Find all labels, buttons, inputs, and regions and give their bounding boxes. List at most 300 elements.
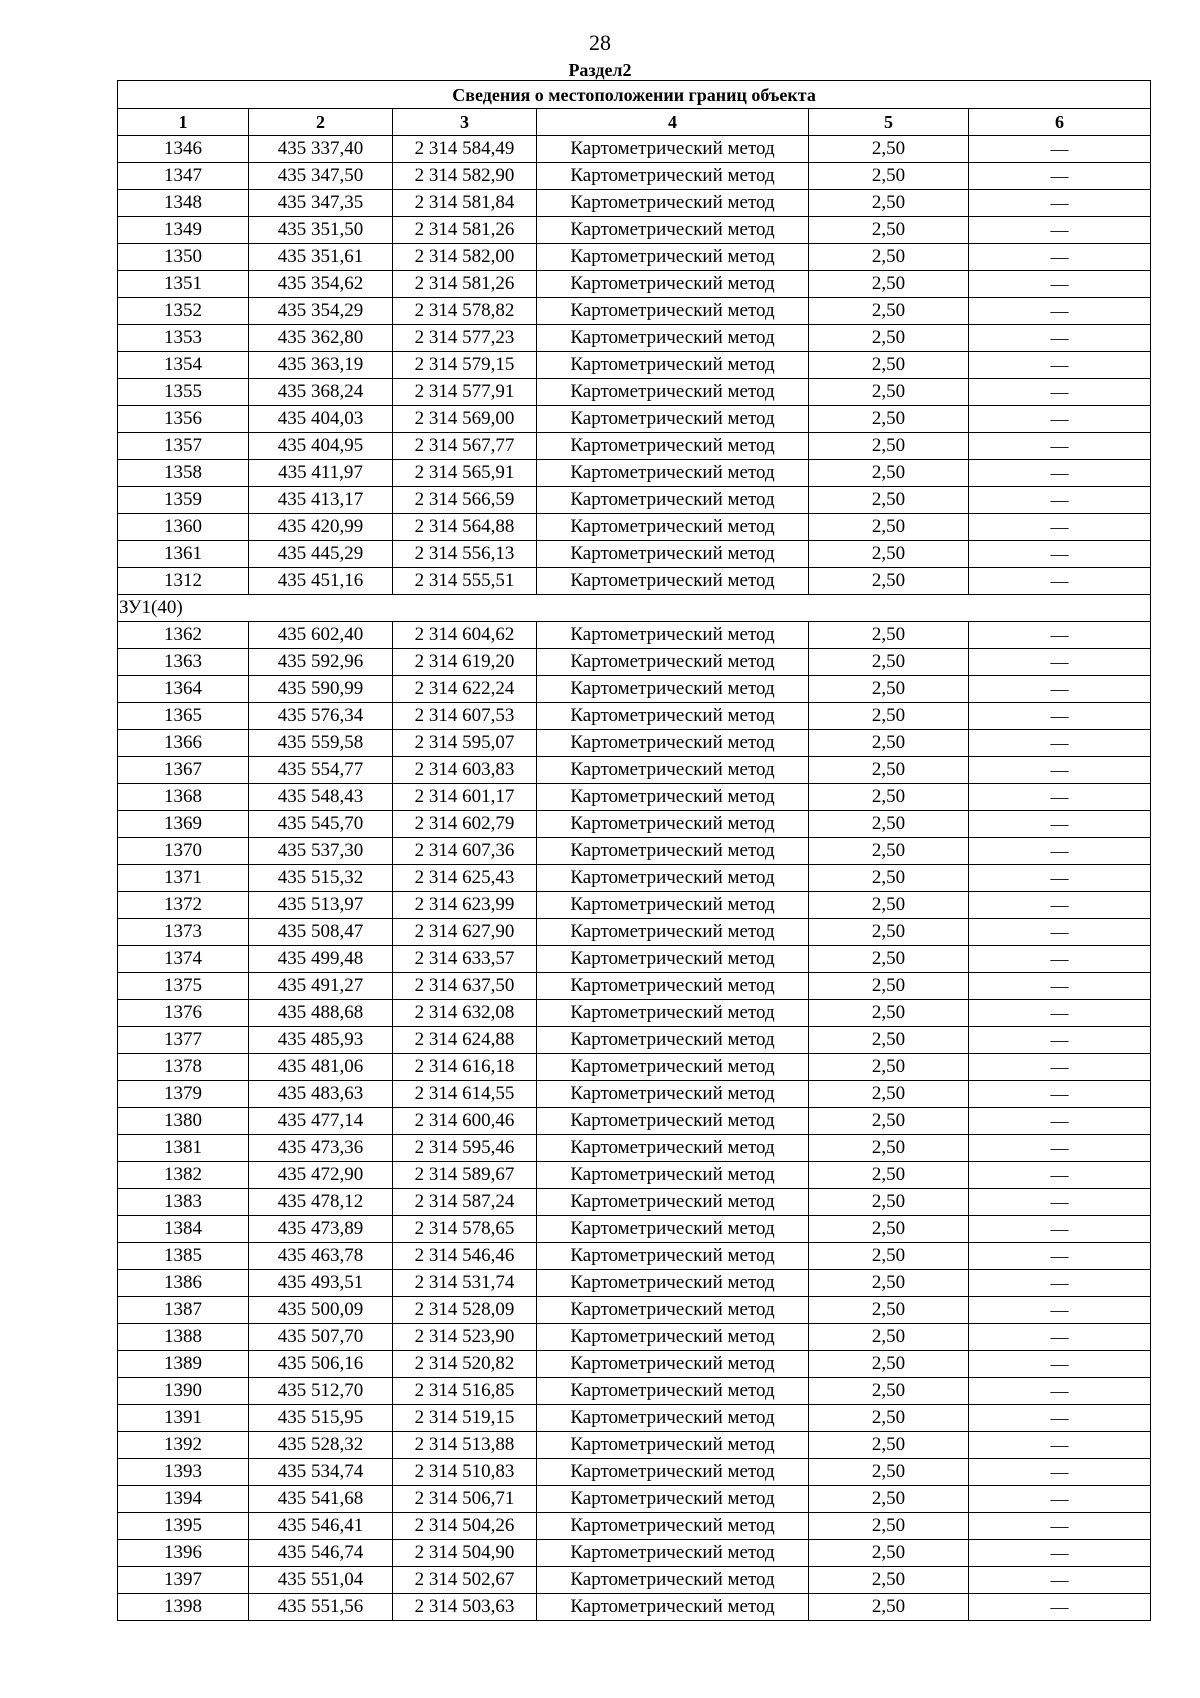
x-coordinate-cell: 435 499,48	[249, 946, 393, 973]
x-coordinate-cell: 435 551,04	[249, 1567, 393, 1594]
accuracy-cell: 2,50	[809, 1270, 969, 1297]
method-cell: Картометрический метод	[537, 838, 809, 865]
y-coordinate-cell: 2 314 637,50	[393, 973, 537, 1000]
table-row	[118, 298, 1151, 325]
method-cell: Картометрический метод	[537, 919, 809, 946]
table-row	[118, 811, 1151, 838]
description-cell: —	[969, 514, 1151, 541]
table-row	[118, 163, 1151, 190]
description-cell: —	[969, 757, 1151, 784]
method-cell: Картометрический метод	[537, 460, 809, 487]
table-body	[118, 136, 1151, 1621]
description-cell: —	[969, 1432, 1151, 1459]
accuracy-cell: 2,50	[809, 1324, 969, 1351]
accuracy-cell: 2,50	[809, 1189, 969, 1216]
description-cell: —	[969, 433, 1151, 460]
table-row	[118, 946, 1151, 973]
y-coordinate-cell: 2 314 566,59	[393, 487, 537, 514]
method-cell: Картометрический метод	[537, 1432, 809, 1459]
method-cell: Картометрический метод	[537, 433, 809, 460]
y-coordinate-cell: 2 314 578,82	[393, 298, 537, 325]
y-coordinate-cell: 2 314 506,71	[393, 1486, 537, 1513]
y-coordinate-cell: 2 314 589,67	[393, 1162, 537, 1189]
accuracy-cell: 2,50	[809, 460, 969, 487]
y-coordinate-cell: 2 314 579,15	[393, 352, 537, 379]
method-cell: Картометрический метод	[537, 622, 809, 649]
accuracy-cell: 2,50	[809, 1081, 969, 1108]
table-row	[118, 487, 1151, 514]
x-coordinate-cell: 435 473,89	[249, 1216, 393, 1243]
table-row	[118, 1513, 1151, 1540]
table-row	[118, 1270, 1151, 1297]
accuracy-cell: 2,50	[809, 838, 969, 865]
x-coordinate-cell: 435 493,51	[249, 1270, 393, 1297]
point-number-cell: 1368	[118, 784, 249, 811]
accuracy-cell: 2,50	[809, 1108, 969, 1135]
method-cell: Картометрический метод	[537, 1189, 809, 1216]
method-cell: Картометрический метод	[537, 514, 809, 541]
x-coordinate-cell: 435 483,63	[249, 1081, 393, 1108]
x-coordinate-cell: 435 478,12	[249, 1189, 393, 1216]
y-coordinate-cell: 2 314 556,13	[393, 541, 537, 568]
y-coordinate-cell: 2 314 622,24	[393, 676, 537, 703]
method-cell: Картометрический метод	[537, 1243, 809, 1270]
x-coordinate-cell: 435 528,32	[249, 1432, 393, 1459]
description-cell: —	[969, 1378, 1151, 1405]
table-row	[118, 568, 1151, 595]
accuracy-cell: 2,50	[809, 190, 969, 217]
table-row	[118, 649, 1151, 676]
x-coordinate-cell: 435 445,29	[249, 541, 393, 568]
boundary-coordinates-table	[117, 80, 1151, 1621]
table-row	[118, 352, 1151, 379]
method-cell: Картометрический метод	[537, 1351, 809, 1378]
point-number-cell: 1346	[118, 136, 249, 163]
point-number-cell: 1381	[118, 1135, 249, 1162]
point-number-cell: 1356	[118, 406, 249, 433]
description-cell: —	[969, 1486, 1151, 1513]
accuracy-cell: 2,50	[809, 811, 969, 838]
point-number-cell: 1371	[118, 865, 249, 892]
point-number-cell: 1382	[118, 1162, 249, 1189]
x-coordinate-cell: 435 512,70	[249, 1378, 393, 1405]
table-row	[118, 1378, 1151, 1405]
table-row	[118, 325, 1151, 352]
table-row	[118, 838, 1151, 865]
group-label: ЗУ1(40)	[118, 595, 1151, 622]
description-cell: —	[969, 865, 1151, 892]
accuracy-cell: 2,50	[809, 1243, 969, 1270]
table-row	[118, 1459, 1151, 1486]
y-coordinate-cell: 2 314 503,63	[393, 1594, 537, 1621]
point-number-cell: 1365	[118, 703, 249, 730]
y-coordinate-cell: 2 314 581,84	[393, 190, 537, 217]
accuracy-cell: 2,50	[809, 1405, 969, 1432]
table-row	[118, 1567, 1151, 1594]
accuracy-cell: 2,50	[809, 1486, 969, 1513]
accuracy-cell: 2,50	[809, 676, 969, 703]
point-number-cell: 1393	[118, 1459, 249, 1486]
x-coordinate-cell: 435 554,77	[249, 757, 393, 784]
table-row	[118, 1405, 1151, 1432]
description-cell: —	[969, 919, 1151, 946]
description-cell: —	[969, 649, 1151, 676]
point-number-cell: 1391	[118, 1405, 249, 1432]
description-cell: —	[969, 892, 1151, 919]
x-coordinate-cell: 435 411,97	[249, 460, 393, 487]
table-row	[118, 757, 1151, 784]
method-cell: Картометрический метод	[537, 325, 809, 352]
accuracy-cell: 2,50	[809, 244, 969, 271]
table-row	[118, 1108, 1151, 1135]
accuracy-cell: 2,50	[809, 1297, 969, 1324]
y-coordinate-cell: 2 314 531,74	[393, 1270, 537, 1297]
table-row	[118, 1216, 1151, 1243]
point-number-cell: 1372	[118, 892, 249, 919]
y-coordinate-cell: 2 314 577,91	[393, 379, 537, 406]
table-row	[118, 1486, 1151, 1513]
accuracy-cell: 2,50	[809, 1027, 969, 1054]
x-coordinate-cell: 435 590,99	[249, 676, 393, 703]
column-header-accuracy: 5	[809, 109, 969, 136]
method-cell: Картометрический метод	[537, 136, 809, 163]
method-cell: Картометрический метод	[537, 946, 809, 973]
description-cell: —	[969, 1000, 1151, 1027]
table-row	[118, 676, 1151, 703]
point-number-cell: 1347	[118, 163, 249, 190]
x-coordinate-cell: 435 508,47	[249, 919, 393, 946]
x-coordinate-cell: 435 451,16	[249, 568, 393, 595]
table-row	[118, 730, 1151, 757]
description-cell: —	[969, 1513, 1151, 1540]
description-cell: —	[969, 1297, 1151, 1324]
y-coordinate-cell: 2 314 565,91	[393, 460, 537, 487]
x-coordinate-cell: 435 362,80	[249, 325, 393, 352]
accuracy-cell: 2,50	[809, 568, 969, 595]
description-cell: —	[969, 1351, 1151, 1378]
x-coordinate-cell: 435 481,06	[249, 1054, 393, 1081]
accuracy-cell: 2,50	[809, 892, 969, 919]
description-cell: —	[969, 406, 1151, 433]
description-cell: —	[969, 244, 1151, 271]
method-cell: Картометрический метод	[537, 973, 809, 1000]
description-cell: —	[969, 1243, 1151, 1270]
table-row	[118, 406, 1151, 433]
x-coordinate-cell: 435 485,93	[249, 1027, 393, 1054]
accuracy-cell: 2,50	[809, 946, 969, 973]
table-row	[118, 1243, 1151, 1270]
method-cell: Картометрический метод	[537, 406, 809, 433]
y-coordinate-cell: 2 314 555,51	[393, 568, 537, 595]
method-cell: Картометрический метод	[537, 703, 809, 730]
description-cell: —	[969, 1054, 1151, 1081]
accuracy-cell: 2,50	[809, 919, 969, 946]
x-coordinate-cell: 435 363,19	[249, 352, 393, 379]
x-coordinate-cell: 435 404,95	[249, 433, 393, 460]
method-cell: Картометрический метод	[537, 1405, 809, 1432]
method-cell: Картометрический метод	[537, 217, 809, 244]
y-coordinate-cell: 2 314 607,36	[393, 838, 537, 865]
point-number-cell: 1387	[118, 1297, 249, 1324]
description-cell: —	[969, 1405, 1151, 1432]
table-row	[118, 1135, 1151, 1162]
table-row	[118, 1054, 1151, 1081]
method-cell: Картометрический метод	[537, 1513, 809, 1540]
accuracy-cell: 2,50	[809, 1567, 969, 1594]
accuracy-cell: 2,50	[809, 1540, 969, 1567]
accuracy-cell: 2,50	[809, 1351, 969, 1378]
table-row	[118, 1081, 1151, 1108]
point-number-cell: 1355	[118, 379, 249, 406]
description-cell: —	[969, 1216, 1151, 1243]
method-cell: Картометрический метод	[537, 298, 809, 325]
method-cell: Картометрический метод	[537, 1540, 809, 1567]
point-number-cell: 1375	[118, 973, 249, 1000]
point-number-cell: 1359	[118, 487, 249, 514]
description-cell: —	[969, 1081, 1151, 1108]
table-row	[118, 136, 1151, 163]
y-coordinate-cell: 2 314 582,00	[393, 244, 537, 271]
table-row	[118, 460, 1151, 487]
accuracy-cell: 2,50	[809, 757, 969, 784]
y-coordinate-cell: 2 314 624,88	[393, 1027, 537, 1054]
method-cell: Картометрический метод	[537, 1135, 809, 1162]
x-coordinate-cell: 435 546,74	[249, 1540, 393, 1567]
method-cell: Картометрический метод	[537, 487, 809, 514]
point-number-cell: 1312	[118, 568, 249, 595]
accuracy-cell: 2,50	[809, 217, 969, 244]
point-number-cell: 1392	[118, 1432, 249, 1459]
method-cell: Картометрический метод	[537, 1324, 809, 1351]
x-coordinate-cell: 435 337,40	[249, 136, 393, 163]
x-coordinate-cell: 435 413,17	[249, 487, 393, 514]
column-header-description: 6	[969, 109, 1151, 136]
description-cell: —	[969, 1270, 1151, 1297]
y-coordinate-cell: 2 314 516,85	[393, 1378, 537, 1405]
table-row	[118, 973, 1151, 1000]
accuracy-cell: 2,50	[809, 1432, 969, 1459]
y-coordinate-cell: 2 314 502,67	[393, 1567, 537, 1594]
point-number-cell: 1360	[118, 514, 249, 541]
method-cell: Картометрический метод	[537, 784, 809, 811]
description-cell: —	[969, 1162, 1151, 1189]
column-header-point-number: 1	[118, 109, 249, 136]
method-cell: Картометрический метод	[537, 163, 809, 190]
description-cell: —	[969, 541, 1151, 568]
method-cell: Картометрический метод	[537, 1486, 809, 1513]
point-number-cell: 1362	[118, 622, 249, 649]
x-coordinate-cell: 435 515,95	[249, 1405, 393, 1432]
x-coordinate-cell: 435 559,58	[249, 730, 393, 757]
accuracy-cell: 2,50	[809, 298, 969, 325]
method-cell: Картометрический метод	[537, 1162, 809, 1189]
accuracy-cell: 2,50	[809, 1513, 969, 1540]
table-row	[118, 190, 1151, 217]
accuracy-cell: 2,50	[809, 406, 969, 433]
column-header-y: 3	[393, 109, 537, 136]
description-cell: —	[969, 325, 1151, 352]
point-number-cell: 1353	[118, 325, 249, 352]
y-coordinate-cell: 2 314 614,55	[393, 1081, 537, 1108]
accuracy-cell: 2,50	[809, 973, 969, 1000]
description-cell: —	[969, 811, 1151, 838]
description-cell: —	[969, 163, 1151, 190]
description-cell: —	[969, 1594, 1151, 1621]
description-cell: —	[969, 1108, 1151, 1135]
point-number-cell: 1358	[118, 460, 249, 487]
description-cell: —	[969, 703, 1151, 730]
y-coordinate-cell: 2 314 523,90	[393, 1324, 537, 1351]
point-number-cell: 1350	[118, 244, 249, 271]
x-coordinate-cell: 435 541,68	[249, 1486, 393, 1513]
description-cell: —	[969, 1459, 1151, 1486]
accuracy-cell: 2,50	[809, 1000, 969, 1027]
column-header-method: 4	[537, 109, 809, 136]
table-row	[118, 541, 1151, 568]
method-cell: Картометрический метод	[537, 541, 809, 568]
x-coordinate-cell: 435 472,90	[249, 1162, 393, 1189]
point-number-cell: 1385	[118, 1243, 249, 1270]
x-coordinate-cell: 435 354,62	[249, 271, 393, 298]
table-row	[118, 514, 1151, 541]
y-coordinate-cell: 2 314 513,88	[393, 1432, 537, 1459]
y-coordinate-cell: 2 314 504,26	[393, 1513, 537, 1540]
point-number-cell: 1379	[118, 1081, 249, 1108]
y-coordinate-cell: 2 314 632,08	[393, 1000, 537, 1027]
accuracy-cell: 2,50	[809, 541, 969, 568]
method-cell: Картометрический метод	[537, 1000, 809, 1027]
method-cell: Картометрический метод	[537, 1567, 809, 1594]
table-row	[118, 892, 1151, 919]
table-row	[118, 1432, 1151, 1459]
y-coordinate-cell: 2 314 581,26	[393, 217, 537, 244]
y-coordinate-cell: 2 314 520,82	[393, 1351, 537, 1378]
method-cell: Картометрический метод	[537, 568, 809, 595]
y-coordinate-cell: 2 314 519,15	[393, 1405, 537, 1432]
x-coordinate-cell: 435 548,43	[249, 784, 393, 811]
x-coordinate-cell: 435 500,09	[249, 1297, 393, 1324]
method-cell: Картометрический метод	[537, 379, 809, 406]
table-row	[118, 1000, 1151, 1027]
point-number-cell: 1354	[118, 352, 249, 379]
y-coordinate-cell: 2 314 619,20	[393, 649, 537, 676]
description-cell: —	[969, 190, 1151, 217]
accuracy-cell: 2,50	[809, 1162, 969, 1189]
x-coordinate-cell: 435 507,70	[249, 1324, 393, 1351]
y-coordinate-cell: 2 314 595,46	[393, 1135, 537, 1162]
accuracy-cell: 2,50	[809, 514, 969, 541]
description-cell: —	[969, 1135, 1151, 1162]
x-coordinate-cell: 435 491,27	[249, 973, 393, 1000]
accuracy-cell: 2,50	[809, 1135, 969, 1162]
accuracy-cell: 2,50	[809, 1378, 969, 1405]
description-cell: —	[969, 487, 1151, 514]
x-coordinate-cell: 435 347,50	[249, 163, 393, 190]
point-number-cell: 1376	[118, 1000, 249, 1027]
point-number-cell: 1397	[118, 1567, 249, 1594]
x-coordinate-cell: 435 347,35	[249, 190, 393, 217]
y-coordinate-cell: 2 314 577,23	[393, 325, 537, 352]
x-coordinate-cell: 435 513,97	[249, 892, 393, 919]
point-number-cell: 1384	[118, 1216, 249, 1243]
method-cell: Картометрический метод	[537, 1270, 809, 1297]
x-coordinate-cell: 435 546,41	[249, 1513, 393, 1540]
point-number-cell: 1378	[118, 1054, 249, 1081]
x-coordinate-cell: 435 488,68	[249, 1000, 393, 1027]
description-cell: —	[969, 136, 1151, 163]
y-coordinate-cell: 2 314 584,49	[393, 136, 537, 163]
y-coordinate-cell: 2 314 625,43	[393, 865, 537, 892]
table-row	[118, 622, 1151, 649]
table-row	[118, 271, 1151, 298]
accuracy-cell: 2,50	[809, 730, 969, 757]
y-coordinate-cell: 2 314 587,24	[393, 1189, 537, 1216]
accuracy-cell: 2,50	[809, 865, 969, 892]
table-row	[118, 784, 1151, 811]
x-coordinate-cell: 435 351,61	[249, 244, 393, 271]
x-coordinate-cell: 435 473,36	[249, 1135, 393, 1162]
method-cell: Картометрический метод	[537, 1108, 809, 1135]
y-coordinate-cell: 2 314 528,09	[393, 1297, 537, 1324]
y-coordinate-cell: 2 314 510,83	[393, 1459, 537, 1486]
accuracy-cell: 2,50	[809, 1459, 969, 1486]
y-coordinate-cell: 2 314 567,77	[393, 433, 537, 460]
accuracy-cell: 2,50	[809, 271, 969, 298]
page-number: 28	[589, 30, 611, 55]
accuracy-cell: 2,50	[809, 325, 969, 352]
method-cell: Картометрический метод	[537, 649, 809, 676]
point-number-cell: 1351	[118, 271, 249, 298]
x-coordinate-cell: 435 463,78	[249, 1243, 393, 1270]
x-coordinate-cell: 435 420,99	[249, 514, 393, 541]
point-number-cell: 1370	[118, 838, 249, 865]
x-coordinate-cell: 435 506,16	[249, 1351, 393, 1378]
description-cell: —	[969, 973, 1151, 1000]
point-number-cell: 1367	[118, 757, 249, 784]
description-cell: —	[969, 568, 1151, 595]
point-number-cell: 1389	[118, 1351, 249, 1378]
table-row	[118, 217, 1151, 244]
x-coordinate-cell: 435 477,14	[249, 1108, 393, 1135]
table-row	[118, 1540, 1151, 1567]
description-cell: —	[969, 1324, 1151, 1351]
x-coordinate-cell: 435 537,30	[249, 838, 393, 865]
table-row	[118, 1189, 1151, 1216]
description-cell: —	[969, 676, 1151, 703]
table-row	[118, 244, 1151, 271]
point-number-cell: 1364	[118, 676, 249, 703]
description-cell: —	[969, 298, 1151, 325]
accuracy-cell: 2,50	[809, 1216, 969, 1243]
y-coordinate-cell: 2 314 616,18	[393, 1054, 537, 1081]
point-number-cell: 1374	[118, 946, 249, 973]
method-cell: Картометрический метод	[537, 1216, 809, 1243]
method-cell: Картометрический метод	[537, 352, 809, 379]
method-cell: Картометрический метод	[537, 190, 809, 217]
point-number-cell: 1388	[118, 1324, 249, 1351]
table-caption: Сведения о местоположении границ объекта	[118, 81, 1151, 109]
method-cell: Картометрический метод	[537, 1378, 809, 1405]
x-coordinate-cell: 435 515,32	[249, 865, 393, 892]
point-number-cell: 1349	[118, 217, 249, 244]
point-number-cell: 1357	[118, 433, 249, 460]
x-coordinate-cell: 435 551,56	[249, 1594, 393, 1621]
method-cell: Картометрический метод	[537, 757, 809, 784]
y-coordinate-cell: 2 314 604,62	[393, 622, 537, 649]
method-cell: Картометрический метод	[537, 1081, 809, 1108]
description-cell: —	[969, 946, 1151, 973]
y-coordinate-cell: 2 314 603,83	[393, 757, 537, 784]
